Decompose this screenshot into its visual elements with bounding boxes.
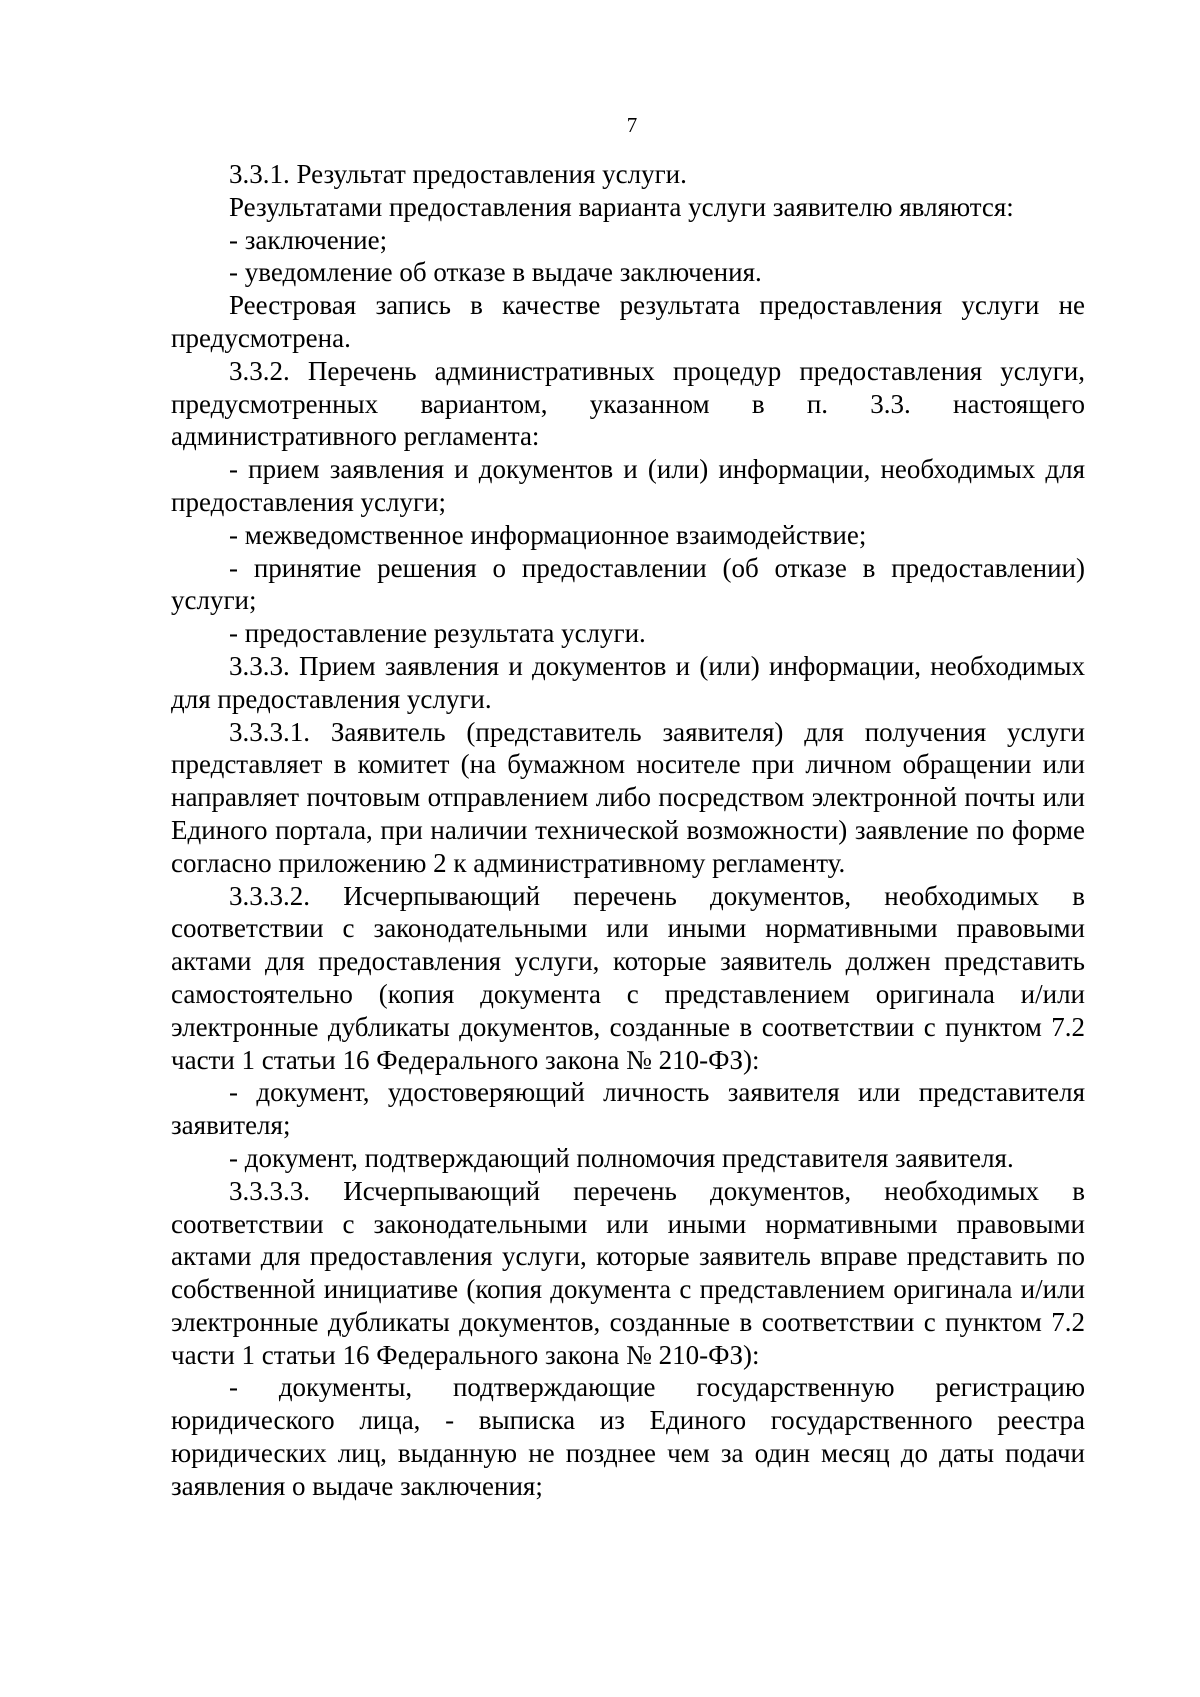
paragraph-results-intro: Результатами предоставления варианта услуги заявителю являются: <box>229 191 1014 222</box>
page-number: 7 <box>626 113 638 137</box>
paragraph-3-3-3-3-optional-docs: 3.3.3.3. Исчерпывающий перечень документов, необходимых в соответствии с законодательными или иными нормативными правовыми актами для предоставления услуги, которые заявитель вправе представить по собственной инициативе (копия документа с представлением оригинала и/или электронные дубликаты документов, созданные в соответствии с пунктом 7.2 части 1 статьи 16 Федерального закона № 210-ФЗ): <box>171 1175 1085 1370</box>
paragraph-3-3-3-1-applicant: 3.3.3.1. Заявитель (представитель заявителя) для получения услуги представляет в комитет (на бумажном носителе при личном обращении или направляет почтовым отправлением либо посредством электронной почты или Единого портала, при наличии технической возможности) заявление по форме согласно приложению 2 к административному регламенту. <box>171 716 1085 878</box>
list-item-conclusion: - заключение; <box>229 224 388 255</box>
list-item-identity-document: - документ, удостоверяющий личность заявителя или представителя заявителя; <box>171 1077 1085 1141</box>
list-item-result-delivery: - предоставление результата услуги. <box>229 618 646 649</box>
paragraph-3-3-3-2-required-docs: 3.3.3.2. Исчерпывающий перечень документов, необходимых в соответствии с законодательными или иными нормативными правовыми актами для предоставления услуги, которые заявитель должен представить самостоятельно (копия документа с представлением оригинала и/или электронные дубликаты документов, созданные в соответствии с пунктом 7.2 части 1 статьи 16 Федерального закона № 210-ФЗ): <box>171 880 1085 1075</box>
list-item-refusal-notice: - уведомление об отказе в выдаче заключения. <box>229 257 762 288</box>
paragraph-registry-record: Реестровая запись в качестве результата предоставления услуги не предусмотрена. <box>171 290 1085 353</box>
document-body <box>171 158 1085 1503</box>
list-item-registration-documents: - документы, подтверждающие государственную регистрацию юридического лица, - выписка из Единого государственного реестра юридических лиц, выданную не позднее чем за один месяц до даты подачи заявления о выдаче заключения; <box>171 1372 1085 1501</box>
list-item-application-intake: - прием заявления и документов и (или) информации, необходимых для предоставления услуги; <box>171 454 1085 517</box>
paragraph-3-3-3-intake: 3.3.3. Прием заявления и документов и (или) информации, необходимых для предоставления услуги. <box>171 650 1085 714</box>
paragraph-3-3-1-heading: 3.3.1. Результат предоставления услуги. <box>229 159 687 189</box>
paragraph-3-3-2-procedures: 3.3.2. Перечень административных процедур предоставления услуги, предусмотренных вариантом, указанном в п. 3.3. настоящего административного регламента: <box>171 355 1085 452</box>
list-item-authority-document: - документ, подтверждающий полномочия представителя заявителя. <box>229 1142 1014 1173</box>
list-item-decision: - принятие решения о предоставлении (об отказе в предоставлении) услуги; <box>171 552 1085 616</box>
list-item-interagency: - межведомственное информационное взаимодействие; <box>229 519 867 550</box>
